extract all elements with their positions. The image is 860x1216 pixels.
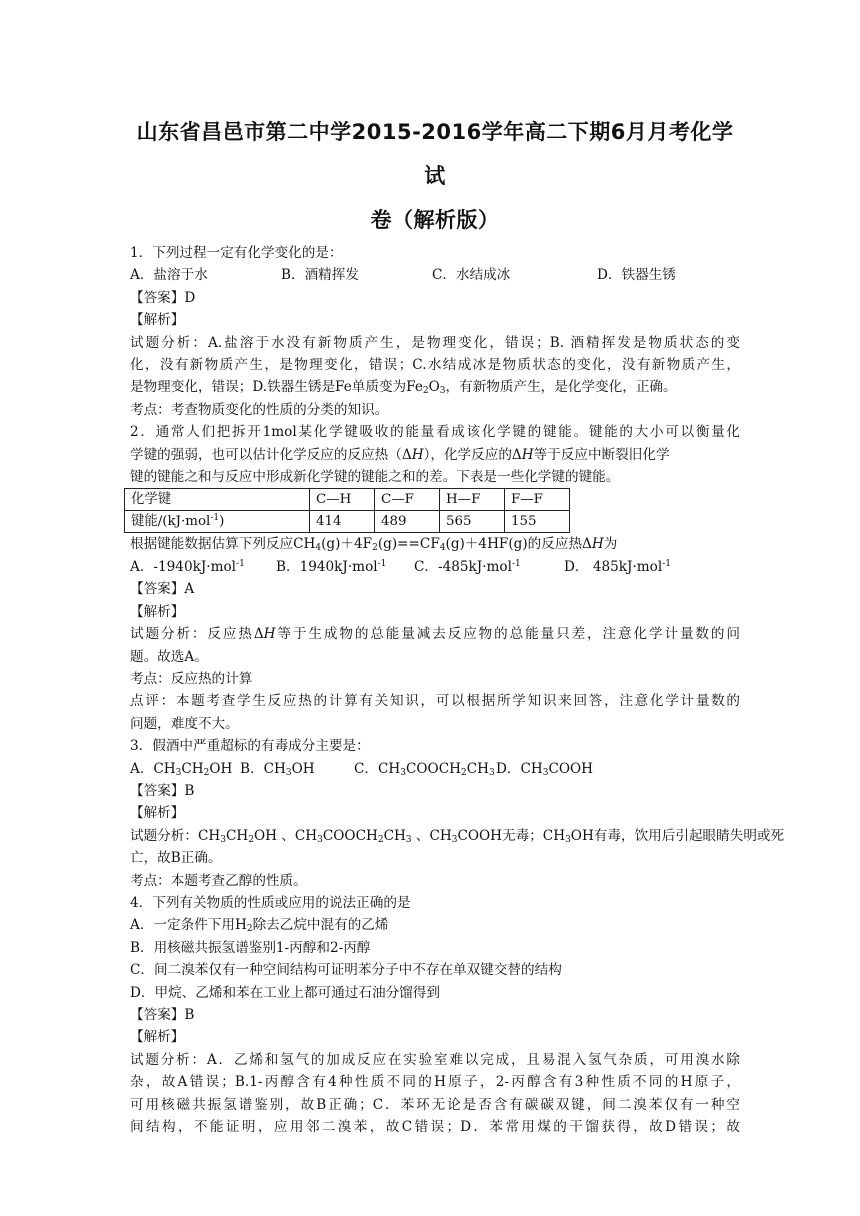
superscript: -1 [511,558,521,569]
analysis-text: 、CH [276,827,318,844]
subscript: 3 [285,767,292,778]
analysis-text: 试题分析：反应热Δ [130,626,264,643]
analysis-line: 试题分析：A.盐溶于水没有新物质产生，是物理变化，错误；B. 酒精挥发是物质状态的变 [130,334,740,351]
cell-text: 键能/(kJ·mol [131,514,211,530]
question-2-stem: 键的键能之和与反应中形成新化学键的键能之和的差。下表是一些化学键的键能。 [130,469,620,486]
question-3 [130,735,785,892]
table-header-cell: C—F [375,489,440,511]
option-text: B．1940kJ·mol [276,558,378,575]
kaodian-line: 考点：反应热的计算 [130,670,253,687]
subscript: 3 [565,834,571,845]
answer-value: B [184,782,195,799]
subscript: 3 [400,767,406,778]
italic-h: H [263,626,276,643]
cell-text: ) [219,514,225,530]
document-title [130,110,740,242]
option-text: A．CH [130,760,176,777]
option-text: B．CH [240,760,286,777]
italic-h: H [411,446,424,463]
option-text: C．CH [354,760,401,777]
option-c: C．间二溴苯仅有一种空间结构可证明苯分子中不存在单双键交替的结构 [130,962,562,979]
option-d: D．铁器生锈 [597,267,676,284]
question-3-stem: 3．假酒中严重超标的有毒成分主要是： [130,738,370,755]
option-a [130,556,276,578]
analysis-text: CH [225,827,249,844]
subscript: 3 [175,767,182,778]
option-b: B．酒精挥发 [281,267,359,284]
option-d: D．甲烷、乙烯和苯在工业上都可通过石油分馏得到 [130,984,440,1001]
option-b: B．用核磁共振氢谱鉴别1-丙醇和2-丙醇 [130,939,371,956]
question-1-stem: 1．下列过程一定有化学变化的是： [130,245,343,261]
option-text: COOCH [406,760,461,777]
analysis-line: 间结构，不能证明，应用邻二溴苯，故C错误；D．苯常用煤的干馏获得，故D错误；故 [130,1119,740,1136]
option-text: CH [181,760,204,777]
table-cell: 155 [505,511,570,533]
subscript: 3 [317,834,323,845]
analysis-line [130,825,785,847]
analysis-text: CH [383,827,406,844]
table-cell: 414 [310,511,375,533]
option-a: A．盐溶于水 [130,267,208,284]
table-row [125,489,570,511]
subscript: 3 [220,834,226,845]
analysis-text: 等于生成物的总能量减去反应物的总能量只差，注意化学计量数的问 [275,626,740,643]
answer-value: D [184,289,196,306]
question-3-options [130,758,740,780]
dianping-line: 问题，难度不大。 [130,715,239,732]
stem-text: (g)＋4HF(g)的反应热Δ [445,536,592,553]
analysis-text: 是物理变化，错误；D.铁器生锈是Fe单质变为Fe [130,379,423,396]
table-row-label [125,511,310,533]
subscript: 3 [542,767,549,778]
option-text: OH [209,760,233,777]
stem-text: 为 [603,536,618,553]
analysis-text: COOCH [322,827,378,844]
answer-label: 【答案】 [130,1007,185,1023]
stem-text: ），化学反应的Δ [423,446,522,463]
option-d [564,556,671,578]
analysis-line: 亡，故B正确。 [130,850,222,867]
subscript: 2 [248,834,254,845]
question-2 [130,421,740,735]
kaodian-line: 考点：本题考查乙醇的性质。 [130,872,307,889]
option-c [354,758,496,780]
answer-value: A [184,581,195,598]
subscript: 2 [372,543,378,554]
subscript: 3 [405,834,412,845]
table-cell: 565 [440,511,505,533]
analysis-label: 【解析】 [130,603,185,620]
answer-label: 【答案】 [130,782,185,799]
option-text: D．CH [496,760,543,777]
option-text: CH [466,760,489,777]
analysis-text: OH [253,827,277,844]
stem-text: (g)＋4F [321,536,373,553]
option-text: C．-485kJ·mol [414,558,512,575]
question-2-equation [130,533,740,555]
title-line-2: 卷（解析版） [370,208,500,232]
question-2-stem [130,444,740,466]
stem-text: (g)==CF [377,536,440,553]
table-header-cell: 化学键 [125,489,310,511]
answer-line [130,780,740,802]
answer-line [130,1004,740,1026]
superscript: -1 [236,558,245,569]
option-text: OH [291,760,315,777]
stem-text: 根据键能数据估算下列反应CH [130,536,316,553]
analysis-text: O [428,379,440,396]
option-b [276,556,414,578]
analysis-line: 化，没有新物质产生，是物理变化，错误；C.水结成冰是物质状态的变化，没有新物质产生， [130,357,740,374]
analysis-text: OH有毒，饮用后引起眼睛失明或死 [570,827,785,844]
analysis-line: 可用核磁共振氢谱鉴别，故B正确；C．苯环无论是否含有碳碳双键，间二溴苯仅有一种空 [130,1096,740,1113]
analysis-line: 试题分析：A．乙烯和氢气的加成反应在实验室难以完成，且易混入氢气杂质，可用溴水除 [130,1051,740,1068]
question-1 [130,242,740,421]
option-text: A．-1940kJ·mol [130,558,237,575]
subscript: 2 [460,767,467,778]
option-a [130,758,240,780]
subscript: 2 [246,924,253,935]
option-text: 除去乙烷中混有的乙烯 [252,917,389,934]
answer-label: 【答案】 [130,581,185,598]
analysis-line: 杂，故A错误；B.1-丙醇含有4种性质不同的H原子，2-丙醇含有3种性质不同的H原子， [130,1074,740,1091]
answer-line [130,287,740,309]
subscript: 4 [439,543,446,554]
question-4 [130,892,740,1138]
answer-line [130,578,740,600]
analysis-text: 、CH [411,827,452,844]
stem-text: 等于反应中断裂旧化学 [533,446,670,463]
option-text: D． 485kJ·mol [564,558,663,575]
subscript: 3 [451,834,458,845]
question-2-options [130,556,740,578]
answer-label: 【答案】 [130,289,185,306]
stem-text: 学键的强弱，也可以估计化学反应的反应热（Δ [130,446,412,463]
analysis-text: ，有新物质产生，是化学变化，正确。 [445,379,677,396]
subscript: 2 [422,386,429,397]
analysis-line [130,376,740,398]
table-row [125,511,570,533]
italic-h: H [591,536,604,553]
analysis-label: 【解析】 [130,1029,185,1046]
question-4-stem: 4．下列有关物质的性质或应用的说法正确的是 [130,894,411,911]
subscript: 3 [488,767,495,778]
analysis-text: 试题分析：CH [130,827,221,844]
analysis-label: 【解析】 [130,312,185,329]
analysis-text: COOH无毒；CH [457,827,566,844]
table-cell: 489 [375,511,440,533]
option-text: A．一定条件下用H [130,917,247,934]
title-line-1: 山东省昌邑市第二中学2015-2016学年高二下期6月月考化学试 [136,120,734,188]
question-2-stem: 2．通常人们把拆开1mol某化学键吸收的能量看成该化学键的键能。键能的大小可以衡量化 [130,424,740,441]
table-header-cell: F—F [505,489,570,511]
superscript: -1 [662,558,671,569]
answer-value: B [184,1007,195,1023]
option-text: COOH [548,760,594,777]
option-c: C．水结成冰 [432,267,511,284]
table-header-cell: H—F [440,489,505,511]
dianping-line: 点评：本题考查学生反应热的计算有关知识，可以根据所学知识来回答，注意化学计量数的 [130,693,740,710]
italic-h: H [521,446,534,463]
analysis-line: 题。故选A。 [130,648,208,665]
option-d [496,758,593,780]
kaodian-line: 考点：考查物质变化的性质的分类的知识。 [130,401,389,418]
option-a [130,914,740,936]
analysis-line [130,623,740,645]
superscript: -1 [210,513,220,524]
subscript: 2 [203,767,210,778]
subscript: 3 [439,386,446,397]
bond-energy-table [124,488,570,533]
subscript: 2 [377,834,384,845]
question-1-options [130,264,740,286]
superscript: -1 [377,558,387,569]
table-header-cell: C—H [310,489,375,511]
option-b [240,758,354,780]
option-c [414,556,564,578]
subscript: 4 [315,543,322,554]
analysis-label: 【解析】 [130,805,185,822]
document-page [130,110,785,1138]
